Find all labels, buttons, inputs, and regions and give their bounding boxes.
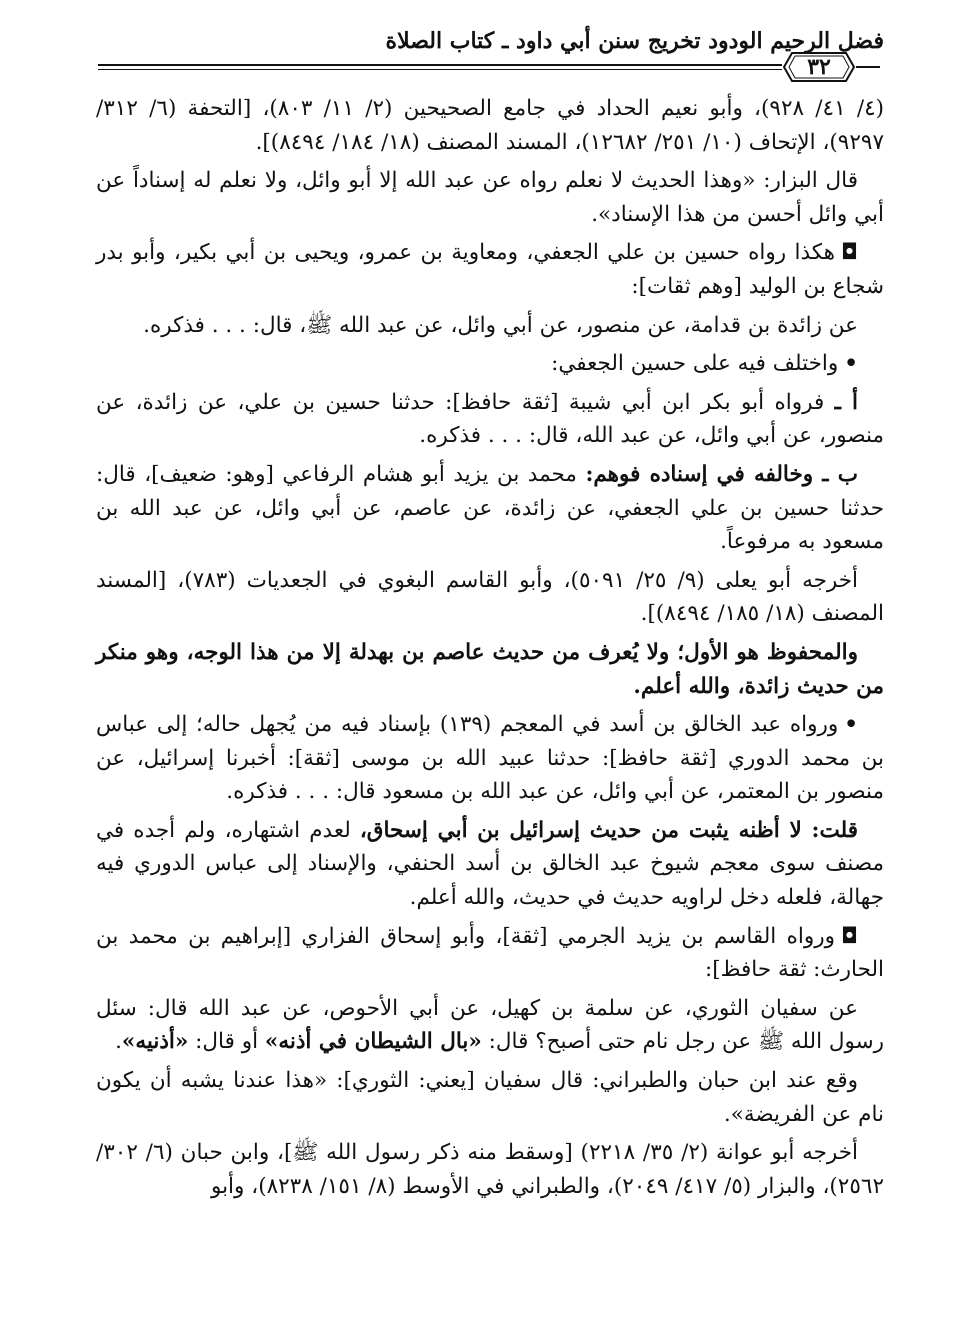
text-segment: عن زائدة بن قدامة، عن منصور، عن أبي وائل، عن عبد الله ﷺ، قال: . . . فذكره. [143, 312, 858, 338]
paragraph [96, 164, 884, 231]
paragraph [96, 564, 884, 631]
paragraph [96, 236, 884, 303]
text-segment: قال البزار: «وهذا الحديث لا نعلم رواه عن عبد الله إلا أبو وائل، ولا نعلم له إسناداً عن أبي وائل أحسن من هذا الإسناد». [96, 168, 884, 227]
body-text [96, 92, 884, 1208]
bold-text: والمحفوظ هو الأول؛ ولا يُعرف من حديث عاصم بن بهدلة إلا من هذا الوجه، وهو منكر من حديث زائدة، والله أعلم. [96, 639, 884, 699]
paragraph [96, 1064, 884, 1131]
paragraph [96, 309, 884, 343]
bold-text: ب ـ وخالفه في إسناده فوهم: [585, 461, 858, 487]
header-rule-right-stub [856, 66, 880, 68]
paragraph [96, 814, 884, 915]
bullet-marker-icon: • [844, 712, 858, 738]
text-segment: أخرجه أبو عوانة (٢/ ٣٥/ ٢٢١٨) [وسقط منه ذكر رسول الله ﷺ]، وابن حبان (٦/ ٣٠٢/ ٢٥٦٢)، والبزار (٥/ ٤١٧/ ٢٠٤٩)، والطبراني في الأوسط (٨/ ١٥١/ ٨٢٣٨)، وأبو [96, 1140, 884, 1199]
text-segment: عن سفيان الثوري، عن سلمة بن كهيل، عن أبي الأحوص، عن عبد الله قال: سئل رسول الله ﷺ عن رجل نام حتى أصبح؟ قال: [96, 995, 884, 1055]
paragraph [96, 92, 884, 159]
header-rule-double-top [98, 64, 782, 66]
paragraph [96, 386, 884, 453]
text-segment: فرواه أبو بكر ابن أبي شيبة [ثقة حافظ]: حدثنا حسين بن علي، عن زائدة، عن منصور، عن أبي وائل، عن عبد الله، قال: . . . فذكره. [96, 389, 884, 449]
running-title: فضل الرحيم الودود تخريج سنن أبي داود ـ كتاب الصلاة [385, 28, 884, 54]
bold-text: «أذنيه» [121, 1029, 189, 1055]
page-number: ٣٢ [807, 54, 831, 80]
bold-text: «بال الشيطان في أذنه» [264, 1029, 482, 1055]
bullet-marker-icon: • [844, 351, 858, 377]
paragraph [96, 708, 884, 809]
bold-text: أ ـ [834, 389, 858, 415]
text-segment: هكذا رواه حسين بن علي الجعفي، ومعاوية بن عمرو، ويحيى بن أبي بكير، وأبو بدر شجاع بن الوليد [وهم ثقات]: [96, 240, 884, 299]
header-rule-double-bottom [98, 69, 782, 70]
text-segment: (٤/ ٤١/ ٩٢٨)، وأبو نعيم الحداد في جامع الصحيحين (٢/ ١١/ ٨٠٣)، [التحفة (٦/ ٣١٢/ ٩٢٩٧)، الإتحاف (١٠/ ٢٥١/ ١٢٦٨٢)، المسند المصنف (١٨/ ١٨٤/ ٨٤٩٤)]. [96, 96, 885, 155]
page-number-ornament [782, 50, 856, 84]
bold-text: قلت: لا أظنه يثبت من حديث إسرائيل بن أبي إسحاق، [359, 817, 859, 843]
paragraph [96, 920, 884, 987]
text-segment: ورواه عبد الخالق بن أسد في المعجم (١٣٩) بإسناد فيه من يُجهل حاله؛ إلى عباس بن محمد الدوري [ثقة حافظ]: حدثنا عبيد الله بن موسى [ثقة]: أخبرنا إسرائيل، عن منصور بن المعتمر، عن أبي وائل، عن عبد الله بن مسعود قال: . . . فذكره. [96, 712, 884, 805]
text-segment: واختلف فيه على حسين الجعفي: [551, 351, 839, 377]
text-segment: أخرجه أبو يعلى (٩/ ٢٥/ ٥٠٩١)، وأبو القاسم البغوي في الجعديات (٧٨٣)، [المسند المصنف (١٨/ ١٨٥/ ٨٤٩٤)]. [96, 567, 884, 627]
paragraph [96, 347, 884, 381]
text-segment: وقع عند ابن حبان والطبراني: قال سفيان [يعني: الثوري]: «هذا عندنا يشبه أن يكون نام عن الفريضة». [96, 1068, 884, 1127]
paragraph [96, 992, 884, 1059]
bullet-marker-icon: ◘ [840, 240, 858, 266]
text-segment: لعدم اشتهاره، ولم أجده في مصنف سوى معجم شيوخ عبد الخالق بن أسد الحنفي، والإسناد إلى عباس الدوري فيه جهالة، فلعله دخل لراويه حديث في حديث، والله أعلم. [96, 817, 884, 911]
text-segment: ورواه القاسم بن يزيد الجرمي [ثقة]، وأبو إسحاق الفزاري [إبراهيم بن محمد بن الحارث: ثقة حافظ]: [96, 923, 884, 983]
bullet-marker-icon: ◘ [840, 923, 858, 949]
text-segment: محمد بن يزيد أبو هشام الرفاعي [وهو: ضعيف]، قال: حدثنا حسين بن علي الجعفي، عن زائدة، عن عاصم، عن أبي وائل، عن عبد الله بن مسعود به مرفوعاً. [96, 461, 884, 555]
paragraph [96, 636, 884, 703]
paragraph [96, 458, 884, 559]
text-segment: . [115, 1029, 122, 1055]
text-segment: أو قال: [188, 1029, 265, 1055]
paragraph [96, 1136, 884, 1203]
